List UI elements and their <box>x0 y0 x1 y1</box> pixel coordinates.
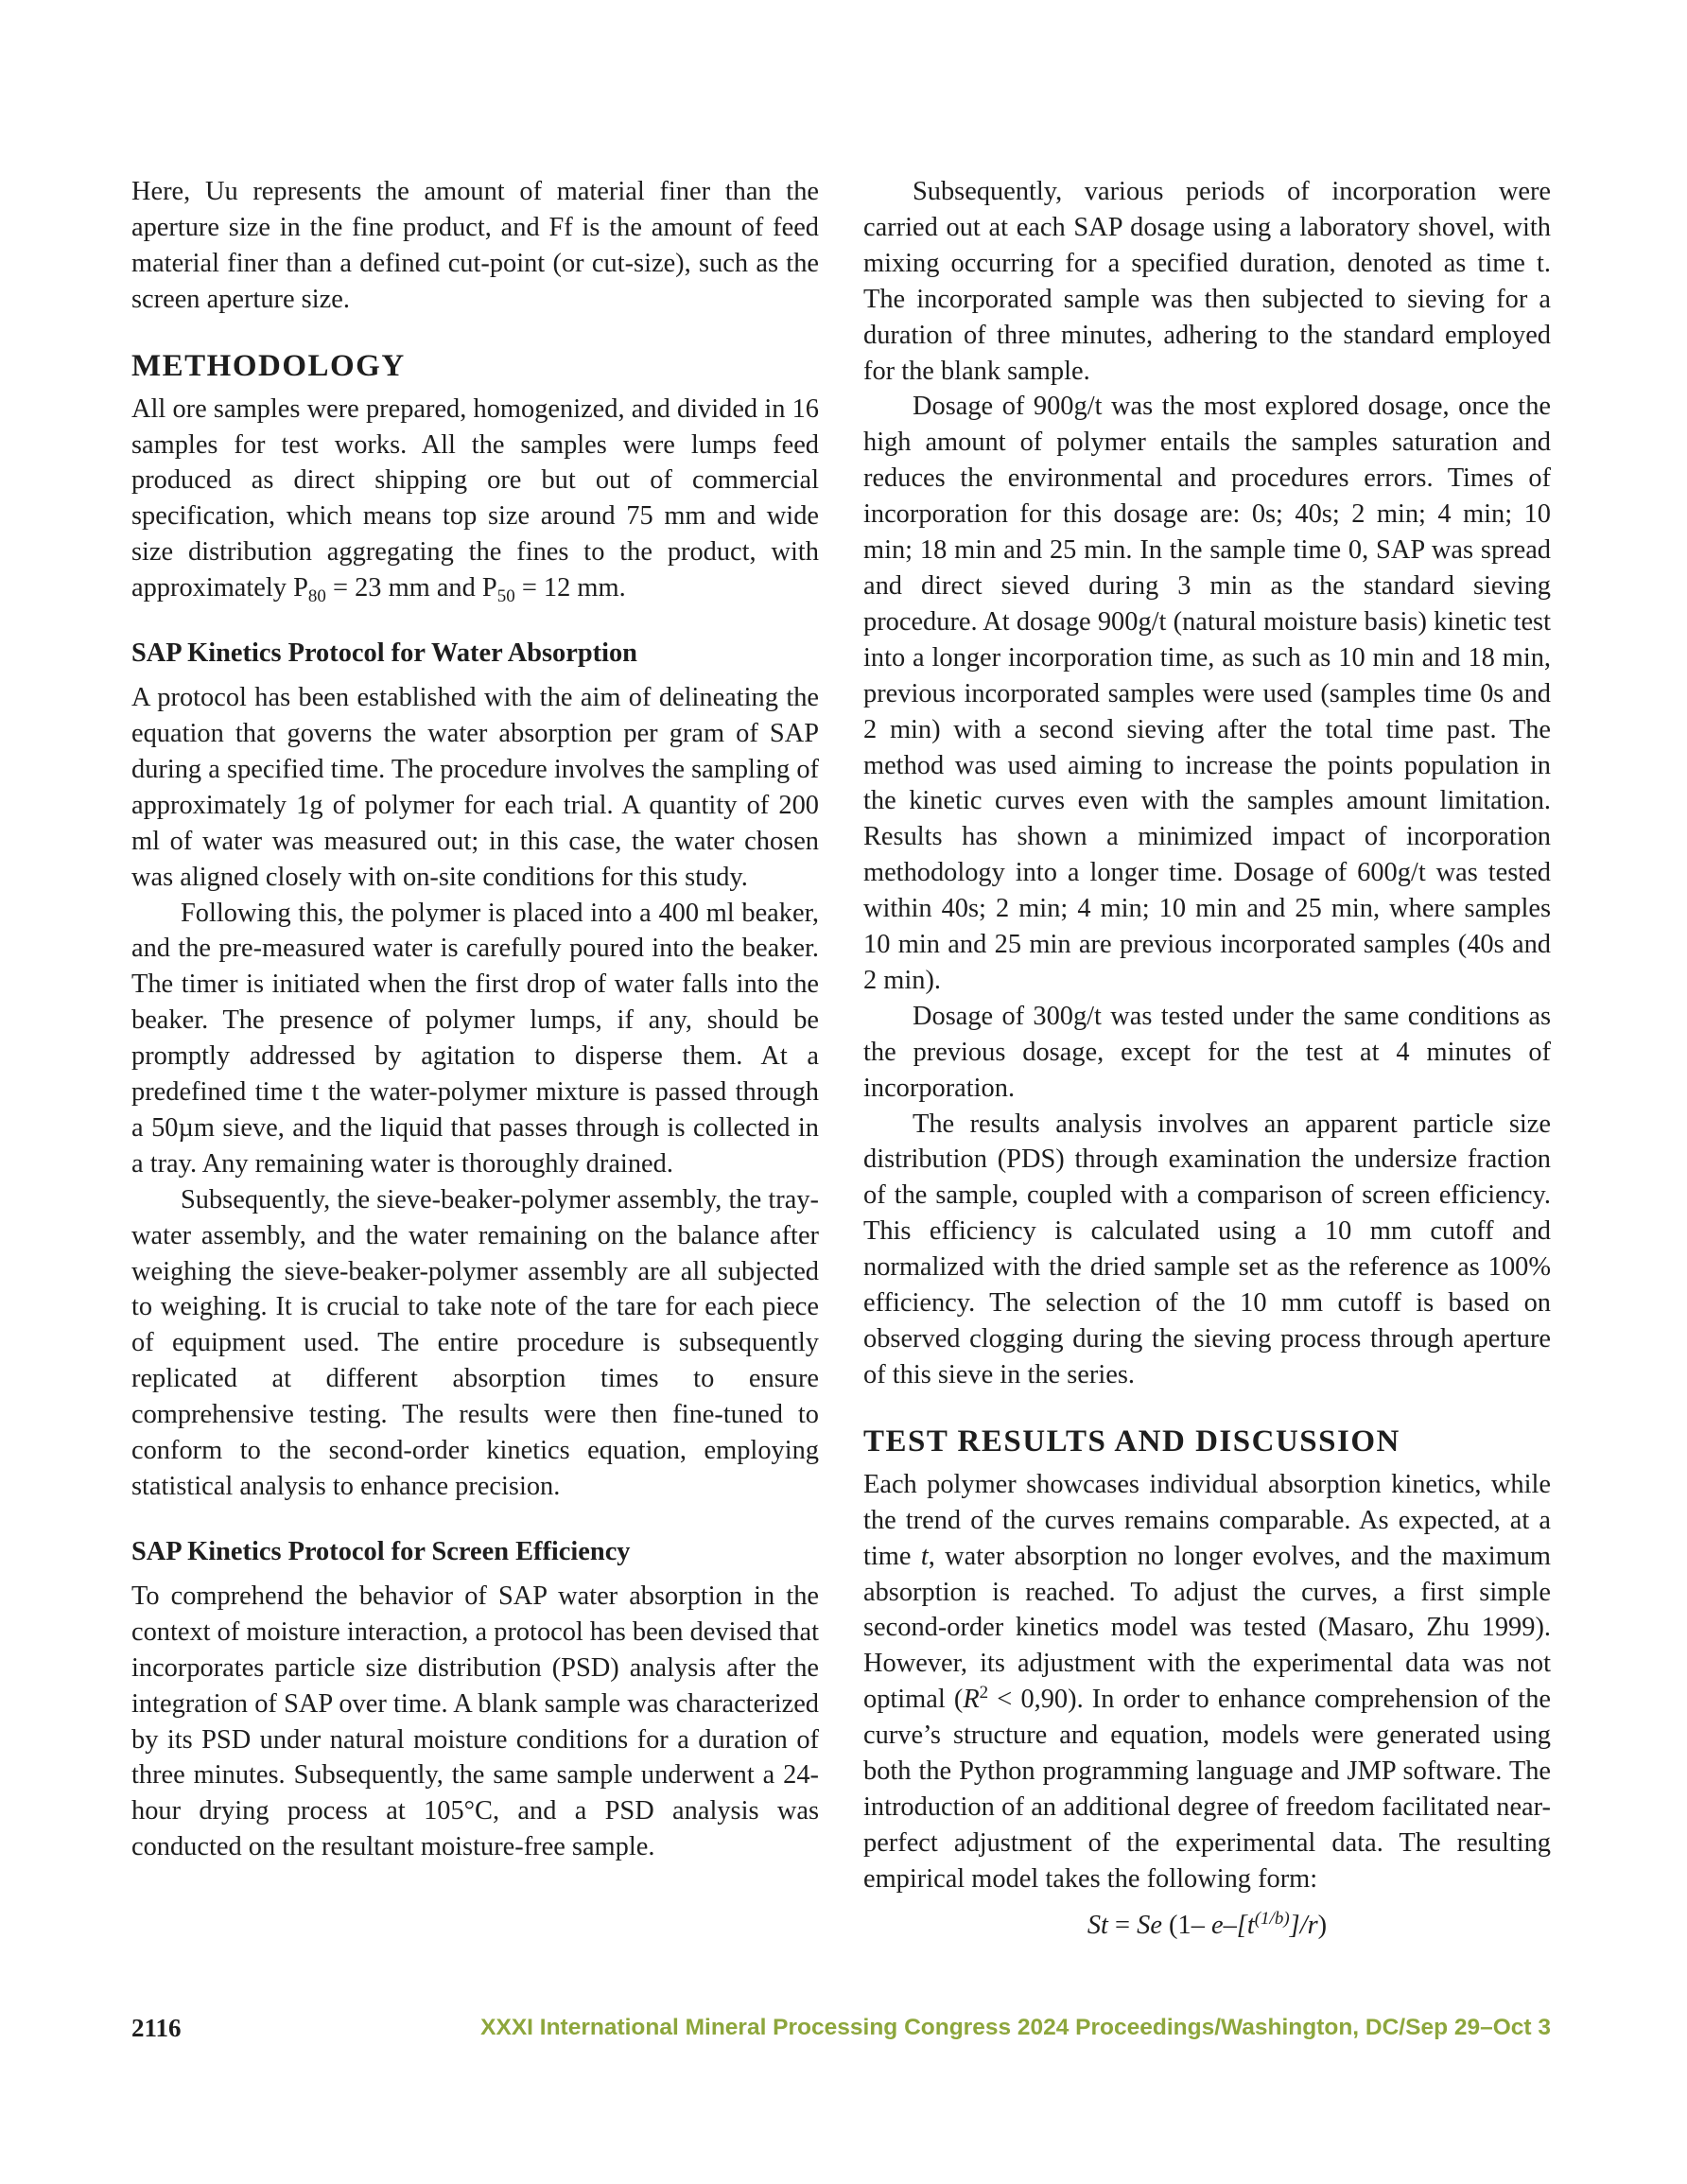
screen-efficiency-heading: SAP Kinetics Protocol for Screen Efficiency <box>131 1536 631 1566</box>
page-number: 2116 <box>131 2014 182 2042</box>
running-title: XXXI International Mineral Processing Congress 2024 Proceedings/Washington, DC/Sep 29–Oct 3 <box>480 2015 1551 2040</box>
results-analysis-paragraph: The results analysis involves an apparent particle size distribution (PDS) through examination the undersize fraction of the sample, coupled with a comparison of screen efficiency. This efficiency is calculated using a 10 mm cutoff and normalized with the dried sample set as the reference as 100% efficiency. The selection of the 10 mm cutoff is based on observed clogging during the sieving process through aperture of this sieve in the series. <box>863 1109 1551 1389</box>
page-footer <box>131 2009 1551 2047</box>
equation-exponent: (1/b) <box>1254 1908 1290 1929</box>
incorporation-paragraph: Subsequently, various periods of incorporation were carried out at each SAP dosage using a laboratory shovel, with mixing occurring for a specified duration, denoted as time t. The incorporated sample was then subjected to sieving for a duration of three minutes, adhering to the standard employed for the blank sample. <box>863 177 1551 386</box>
p80-subscript: 80 <box>307 586 326 607</box>
right-column <box>863 174 1551 1944</box>
intro-paragraph: Here, Uu represents the amount of material finer than the aperture size in the fine product, and Ff is the amount of feed material finer than a defined cut-point (or cut-size), such as the screen aperture size. <box>131 177 819 314</box>
equation-equals: = <box>1107 1910 1138 1940</box>
p50-subscript: 50 <box>496 586 515 607</box>
methodology-paragraph <box>131 392 819 606</box>
equation-lhs: St <box>1087 1910 1108 1940</box>
results-paragraph <box>863 1467 1551 1897</box>
water-absorption-heading: SAP Kinetics Protocol for Water Absorption <box>131 638 637 669</box>
r-squared-exponent: 2 <box>979 1683 989 1704</box>
kinetics-equation <box>863 1901 1551 1944</box>
time-variable: t <box>920 1541 929 1571</box>
r-squared-variable: R <box>963 1685 980 1715</box>
left-column <box>131 174 819 1865</box>
screen-efficiency-paragraph: To comprehend the behavior of SAP water absorption in the context of moisture interaction, a protocol has been devised that incorporates particle size distribution (PSD) analysis after the integration of SAP over time. A blank sample was characterized by its PSD under natural moisture conditions for a duration of three minutes. Subsequently, the same sample underwent a 24-hour drying process at 105°C, and a PSD analysis was conducted on the resultant moisture-free sample. <box>131 1581 819 1862</box>
methodology-text-2: = 23 mm and P <box>325 573 497 603</box>
equation-exp-term: e–[t <box>1211 1910 1255 1940</box>
results-text-3: < 0,90). In order to enhance comprehension of the curve’s structure and equation, models were generated using both the Python programming language and JMP software. The introduction of an additional degree of freedom facilitated near-perfect adjustment of the experimental data. The resulting empirical model takes the following form: <box>863 1685 1551 1894</box>
results-heading: TEST RESULTS AND DISCUSSION <box>863 1424 1400 1459</box>
equation-se: Se <box>1137 1910 1162 1940</box>
dosage-900-paragraph: Dosage of 900g/t was the most explored dosage, once the high amount of polymer entails the samples saturation and reduces the environmental and procedures errors. Times of incorporation for this dosage are: 0s; 40s; 2 min; 4 min; 10 min; 18 min and 25 min. In the sample time 0, SAP was spread and direct sieved during 3 min as the standard sieving procedure. At dosage 900g/t (natural moisture basis) kinetic test into a longer incorporation time, as such as 10 min and 18 min, previous incorporated samples were used (samples time 0s and 2 min) with a second sieving after the total time past. The method was used aiming to increase the points population in the kinetic curves even with the samples amount limitation. Results has shown a minimized impact of incorporation methodology into a longer time. Dosage of 600g/t was tested within 40s; 2 min; 4 min; 10 min and 25 min, where samples 10 min and 25 min are previous incorporated samples (40s and 2 min). <box>863 392 1551 995</box>
equation-close-inner: ]/r <box>1289 1910 1318 1940</box>
methodology-text-3: = 12 mm. <box>514 573 626 603</box>
results-text-1: Each polymer showcases individual absorption kinetics, while the trend of the curves remains comparable. As expected, at a time <box>863 1469 1551 1571</box>
water-absorption-paragraph-2: Following this, the polymer is placed into a 400 ml beaker, and the pre-measured water is carefully poured into the beaker. The timer is initiated when the first drop of water falls into the beaker. The presence of polymer lumps, if any, should be promptly addressed by agitation to disperse them. At a predefined time t the water-polymer mixture is passed through a 50µm sieve, and the liquid that passes through is collected in a tray. Any remaining water is thoroughly drained. <box>131 898 819 1179</box>
water-absorption-paragraph-3: Subsequently, the sieve-beaker-polymer assembly, the tray-water assembly, and the water remaining on the balance after weighing the sieve-beaker-polymer assembly are all subjected to weighing. It is crucial to take note of the tare for each piece of equipment used. The entire procedure is subsequently replicated at different absorption times to ensure comprehensive testing. The results were then fine-tuned to conform to the second-order kinetics equation, employing statistical analysis to enhance precision. <box>131 1184 819 1501</box>
dosage-300-paragraph: Dosage of 300g/t was tested under the same conditions as the previous dosage, except for the test at 4 minutes of incorporation. <box>863 1001 1551 1103</box>
methodology-heading: METHODOLOGY <box>131 348 406 383</box>
methodology-text-1: All ore samples were prepared, homogenized, and divided in 16 samples for test works. All the samples were lumps feed produced as direct shipping ore but out of commercial specification, which means top size around 75 mm and wide size distribution aggregating the fines to the product, with approximately P <box>131 393 819 603</box>
equation-open: (1– <box>1161 1910 1211 1940</box>
water-absorption-paragraph-1: A protocol has been established with the aim of delineating the equation that governs the water absorption per gram of SAP during a specified time. The procedure involves the sampling of approximately 1g of polymer for each trial. A quantity of 200 ml of water was measured out; in this case, the water chosen was aligned closely with on-site conditions for this study. <box>131 683 819 892</box>
equation-close: ) <box>1317 1910 1328 1940</box>
results-text-2: , water absorption no longer evolves, and the maximum absorption is reached. To adjust the curves, a first simple second-order kinetics model was tested (Masaro, Zhu 1999). However, its adjustment with the experimental data was not optimal ( <box>863 1541 1551 1715</box>
